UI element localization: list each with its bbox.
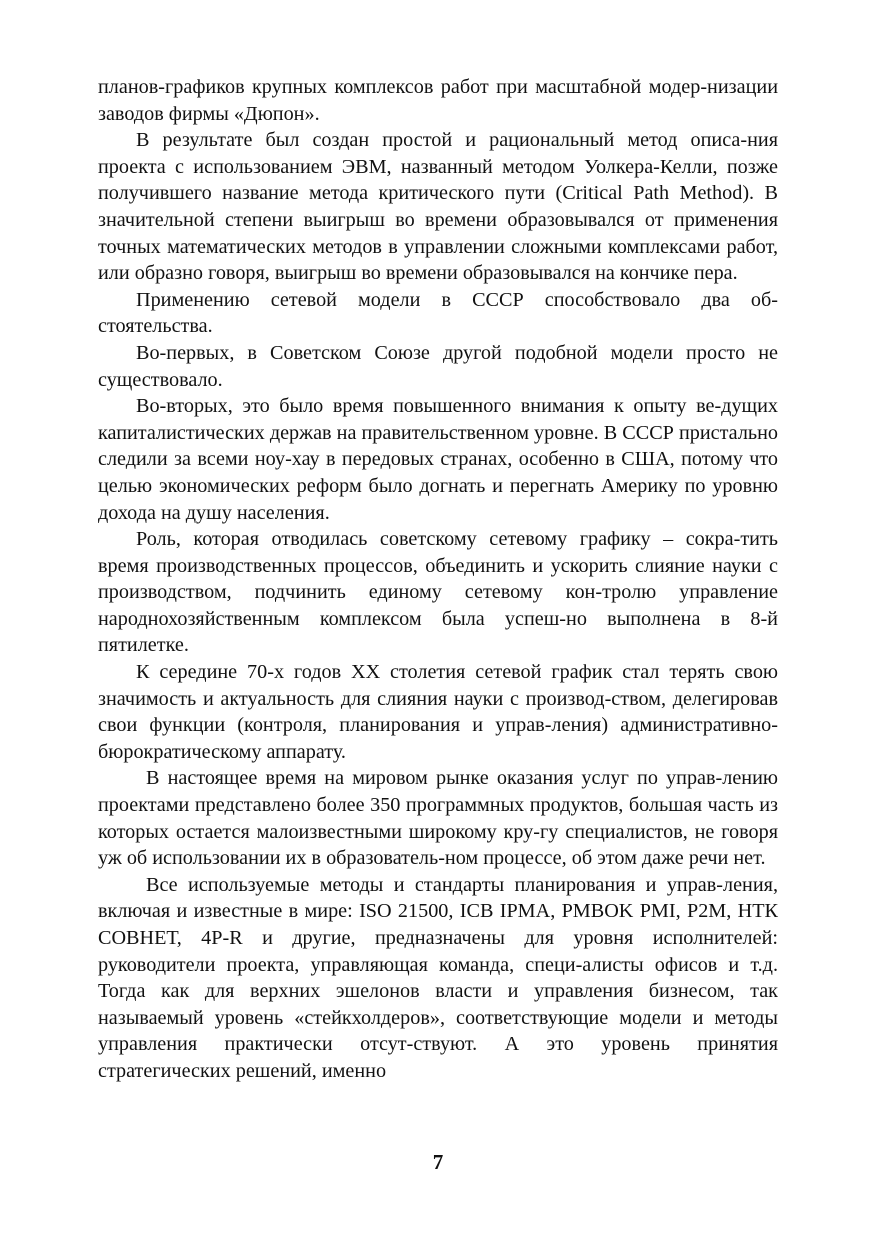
paragraph-8: В настоящее время на мировом рынке оказания услуг по управ-лению проектами представлено более 350 программных продуктов, большая часть из которых остается малоизвестными широкому кру-гу специалистов, не говоря уж об использовании их в образователь-ном процессе, об этом даже речи нет. bbox=[98, 767, 778, 870]
page-body bbox=[98, 74, 778, 1085]
paragraph-4: Во-первых, в Советском Союзе другой подобной модели просто не существовало. bbox=[98, 341, 778, 391]
paragraph-7: К середине 70-х годов XX столетия сетевой график стал терять свою значимость и актуальность для слияния науки с производ-ством, делегировав свои функции (контроля, планирования и управ-ления) административно-бюрократическому аппарату. bbox=[98, 661, 778, 763]
page-number: 7 bbox=[432, 1150, 444, 1174]
paragraph-2: В результате был создан простой и рациональный метод описа-ния проекта с использованием ЭВМ, названный методом Уолкера-Келли, позже получившего название метода критического пути (Critical Path Method). В значительной степени выигрыш во времени образовывался от применения точных математических методов в управлении сложными комплексами работ, или образно говоря, выигрыш во времени образовывался на кончике пера. bbox=[98, 129, 778, 285]
paragraph-9: Все используемые методы и стандарты планирования и управ-ления, включая и известные в мире: ISO 21500, ICB IPMA, PMBOK PMI, P2M, НТК СОВНЕТ, 4P-R и другие, предназначены для уровня исполнителей: руководители проекта, управляющая команда, специ-алисты офисов и т.д. Тогда как для верхних эшелонов власти и управления бизнесом, так называемый уровень «стейкхолдеров», соответствующие модели и методы управления практически отсут-ствуют. А это уровень принятия стратегических решений, именно bbox=[98, 873, 778, 1082]
paragraph-6: Роль, которая отводилась советскому сетевому графику – сокра-тить время производственных процессов, объединить и ускорить слияние науки с производством, подчинить единому сетевому кон-тролю управление народнохозяйственным комплексом была успеш-но выполнена в 8-й пятилетке. bbox=[98, 528, 778, 657]
paragraph-3: Применению сетевой модели в СССР способствовало два об-стоятельства. bbox=[98, 288, 778, 338]
paragraph-5: Во-вторых, это было время повышенного внимания к опыту ве-дущих капиталистических держав на правительственном уровне. В СССР пристально следили за всеми ноу-хау в передовых странах, особенно в США, потому что целью экономических реформ было догнать и перегнать Америку по уровню дохода на душу населения. bbox=[98, 395, 778, 524]
paragraph-1: планов-графиков крупных комплексов работ при масштабной модер-низации заводов фирмы «Дюпон». bbox=[98, 76, 778, 125]
